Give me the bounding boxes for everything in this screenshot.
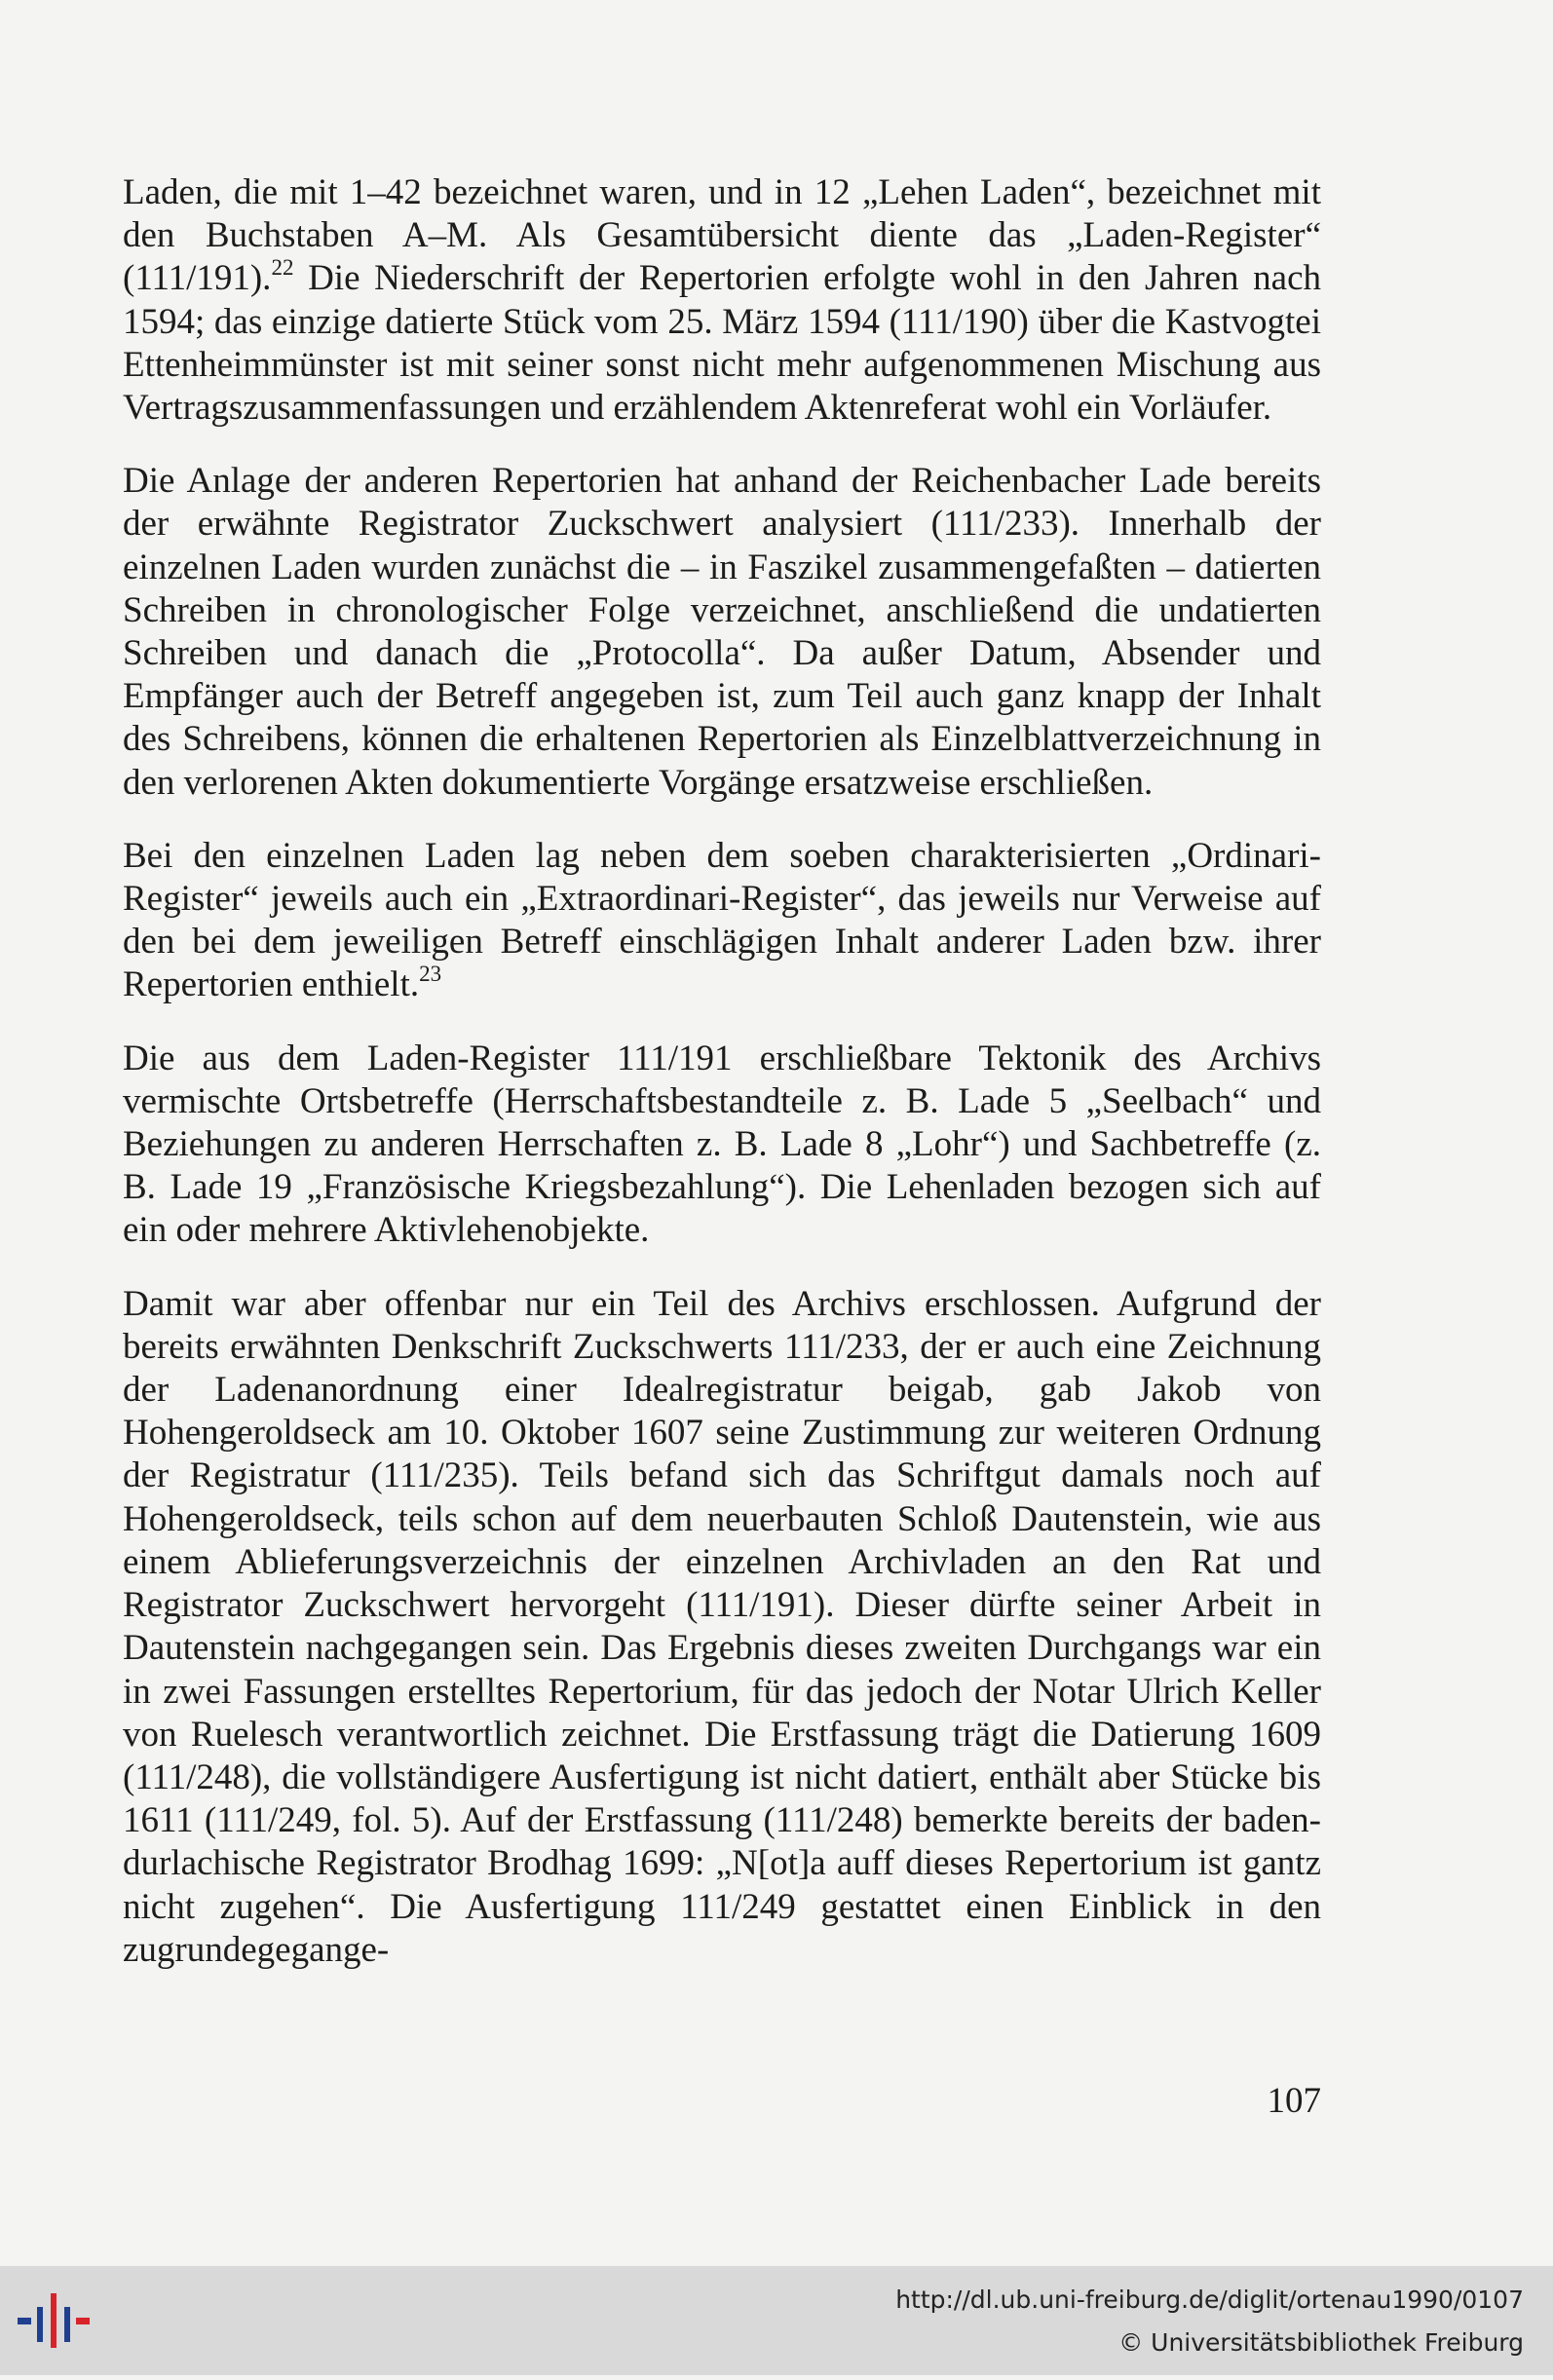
source-url-link[interactable]: http://dl.ub.uni-freiburg.de/diglit/ortenau1990/0107 <box>895 2286 1524 2314</box>
logo-center-bar <box>51 2293 57 2348</box>
paragraph-3 <box>123 835 1321 1007</box>
paragraph-5 <box>123 1283 1321 1972</box>
page-number: 107 <box>1267 2081 1321 2121</box>
paragraph-5-text: Damit war aber offenbar nur ein Teil des Archivs erschlossen. Aufgrund der bereits erwähnten Denkschrift Zuckschwerts 111/233, der er auch eine Zeichnung der Ladenanordnung einer Idealregistratur beigab, gab Jakob von Hohengeroldseck am 10. Oktober 1607 seine Zustimmung zur weiteren Ordnung der Registratur (111/235). Teils befand sich das Schriftgut damals noch auf Hohengeroldseck, teils schon auf dem neuerbauten Schloß Dautenstein, wie aus einem Ablieferungsverzeichnis der einzelnen Archivladen an den Rat und Registrator Zuckschwert hervorgeht (111/191). Dieser dürfte seiner Arbeit in Dautenstein nachgegangen sein. Das Ergebnis dieses zweiten Durchgangs war ein in zwei Fassungen erstelltes Repertorium, für das jedoch der Notar Ulrich Keller von Ruelesch verantwortlich zeichnet. Die Erstfassung trägt die Datierung 1609 (111/248), die vollständigere Ausfertigung ist nicht datiert, enthält aber Stücke bis 1611 (111/249, fol. 5). Auf der Erstfassung (111/248) bemerkte bereits der baden-durlachische Registrator Brodhag 1699: „N[ot]a auff dieses Repertorium ist gantz nicht zugehen“. Die Ausfertigung 111/249 gestattet einen Einblick in den zugrundegegange- <box>123 1283 1321 1970</box>
logo-graphic <box>0 2266 107 2375</box>
page-body <box>123 171 1321 2002</box>
footnote-ref-23: 23 <box>419 962 442 987</box>
copyright-text: © Universitätsbibliothek Freiburg <box>1118 2328 1524 2357</box>
logo-center-right-bar <box>64 2307 70 2342</box>
footnote-ref-22: 22 <box>271 255 294 281</box>
paragraph-1-continuation: Die Niederschrift der Repertorien erfolgte wohl in den Jahren nach 1594; das einzige datierte Stück vom 25. März 1594 (111/190) über die Kastvogtei Ettenheimmünster ist mit seiner sonst nicht mehr aufgenommenen Mischung aus Vertragszusammenfassungen und erzählendem Aktenreferat wohl ein Vorläufer. <box>123 258 1321 429</box>
ub-freiburg-logo-icon <box>0 2266 107 2375</box>
footer-bar <box>0 2266 1553 2375</box>
paragraph-3-text: Bei den einzelnen Laden lag neben dem soeben charakterisierten „Ordinari-Register“ jeweils auch ein „Extraordinari-Register“, das jeweils nur Verweise auf den bei dem jeweiligen Betreff einschlägigen Inhalt anderer Laden bzw. ihrer Repertorien enthielt. <box>123 835 1321 1005</box>
paragraph-4 <box>123 1038 1321 1253</box>
paragraph-2-text: Die Anlage der anderen Repertorien hat anhand der Reichenbacher Lade bereits der erwähnte Registrator Zuckschwert analysiert (111/233). Innerhalb der einzelnen Laden wurden zunächst die – in Faszikel zusammengefaßten – datierten Schreiben in chronologischer Folge verzeichnet, anschließend die undatierten Schreiben und danach die „Protocolla“. Da außer Datum, Absender und Empfänger auch der Betreff angegeben ist, zum Teil auch ganz knapp der Inhalt des Schreibens, können die erhaltenen Repertorien als Einzelblattverzeichnung in den verlorenen Akten dokumentierte Vorgänge ersatzweise erschließen. <box>123 461 1321 803</box>
logo-right-bar <box>76 2318 90 2324</box>
logo-center-left-bar <box>37 2307 43 2342</box>
paragraph-4-text: Die aus dem Laden-Register 111/191 erschließbare Tektonik des Archivs vermischte Ortsbetreffe (Herrschaftsbestandteile z. B. Lade 5 „Seelbach“ und Beziehungen zu anderen Herrschaften z. B. Lade 8 „Lohr“) und Sachbetreffe (z. B. Lade 19 „Französische Kriegsbezahlung“). Die Lehenladen bezogen sich auf ein oder mehrere Aktivlehenobjekte. <box>123 1038 1321 1251</box>
logo-left-bar <box>18 2318 31 2324</box>
paragraph-1 <box>123 171 1321 430</box>
paragraph-1-text: Laden, die mit 1–42 bezeichnet waren, und in 12 „Lehen Laden“, bezeichnet mit den Buchstaben A–M. Als Gesamtübersicht diente das „Laden-Register“ (111/191). <box>123 172 1321 299</box>
paragraph-2 <box>123 460 1321 805</box>
